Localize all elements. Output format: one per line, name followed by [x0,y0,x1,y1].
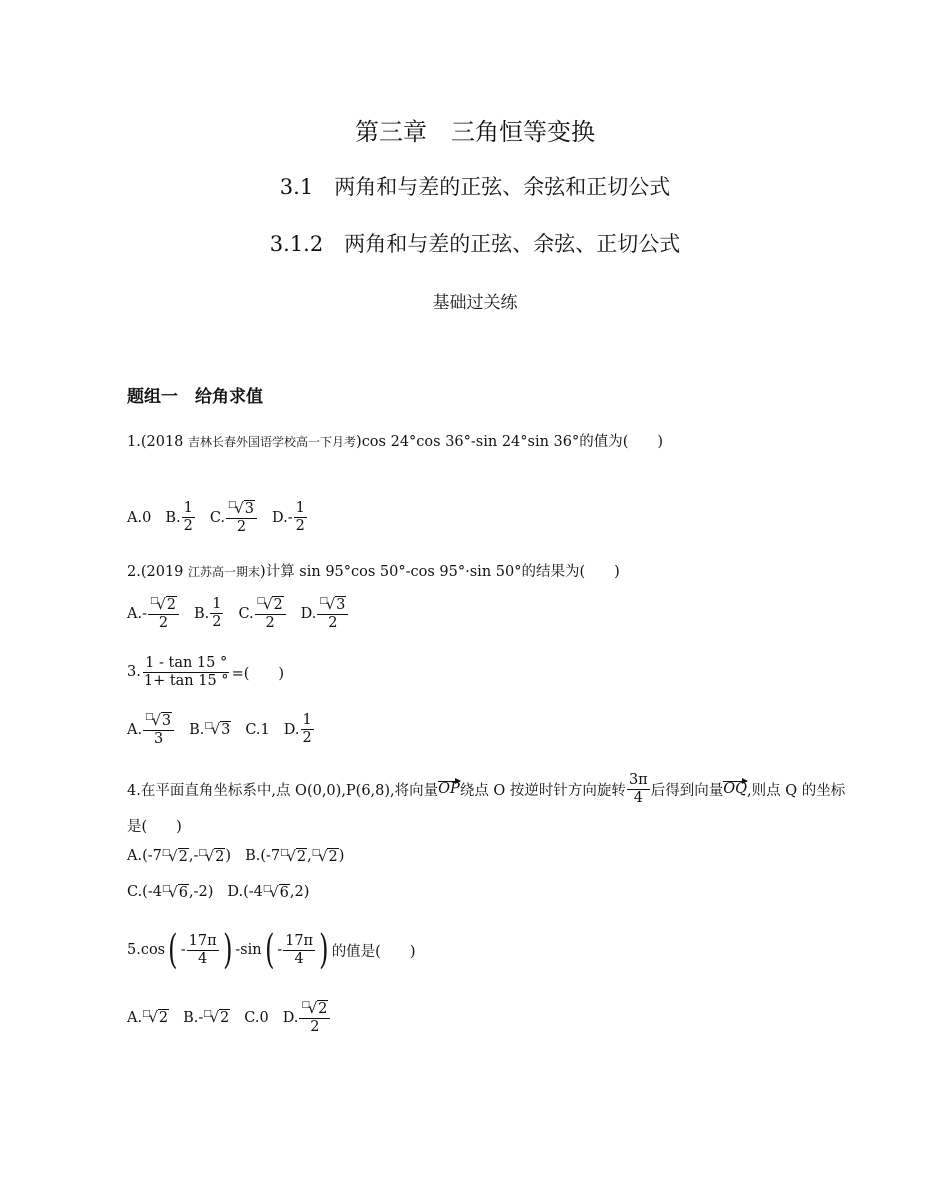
group-title: 题组一 给角求值 [127,387,263,407]
option-c[interactable]: C. $\frac{^□√2}{2}$ [238,596,286,631]
option-c[interactable]: C.0 [244,1009,269,1026]
exercise-label: 基础过关练 [432,293,518,313]
option-a[interactable]: A.- $\frac{^□√2}{2}$ [127,596,180,631]
option-b[interactable]: B. $\frac{1}{2}$ [193,596,222,631]
option-d[interactable]: D. $\frac{^□√3}{2}$ [301,596,350,631]
option-c[interactable]: C. $\frac{^□√3}{2}$ [210,500,258,535]
option-b[interactable]: B.(-7 □√2 , □√2 ) [245,848,345,865]
question-3-stem: 3. $\frac{1 - \tan 15 ^\circ}{1+ \tan 15 ^\circ}$ =( ) [127,655,285,689]
vector-op: OP [438,781,460,798]
question-4-options-ab [127,848,358,865]
question-5-stem: 5.cos ( - $\frac{17\pi}{4}$ ) -sin ( - $\frac{17\pi}{4}$ ) 的值是( ) [127,927,416,973]
option-d[interactable]: D. $\frac{^□√2}{2}$ [283,1000,332,1035]
question-3-options [127,712,329,747]
option-a[interactable]: A.(-7 □√2 ,- □√2 ) [127,848,232,865]
question-4-stem: 4.在平面直角坐标系中,点 O(0,0),P(6,8),将向量 OP 绕点 O 按逆时针方向旋转 $\frac{3\pi}{4}$ 后得到向量 OQ ,则点 Q 的坐标 [127,772,846,806]
option-c[interactable]: C.(-4 □√6 ,-2) [127,884,214,901]
chapter-title: 第三章 三角恒等变换 [355,118,595,146]
option-d[interactable]: D.(-4 □√6 ,2) [227,884,310,901]
subsection-title: 3.1.2 两角和与差的正弦、余弦、正切公式 [269,232,681,256]
option-a[interactable]: A. $\frac{^□√3}{3}$ [127,712,175,747]
question-5-options [127,1000,345,1035]
option-b[interactable]: B.- □√2 [183,1009,230,1026]
option-a[interactable]: A. □√2 [127,1009,169,1026]
option-c[interactable]: C.1 [245,721,270,738]
question-1-stem: 1.(2018 吉林长春外国语学校高一下月考)cos 24°cos 36°-sin 24°sin 36°的值为( ) [127,434,664,450]
question-4-stem-line2: 是( ) [127,819,182,835]
question-2-stem: 2.(2019 江苏高一期末)计算 sin 95°cos 50°-cos 95°·sin 50°的结果为( ) [127,564,620,580]
vector-oq: OQ [723,781,747,798]
section-title: 3.1 两角和与差的正弦、余弦和正切公式 [279,175,671,199]
option-d[interactable]: D. $\frac{1}{2}$ [283,712,312,747]
option-b[interactable]: B. □√3 [189,721,231,738]
option-d[interactable]: D.- $\frac{1}{2}$ [272,500,305,535]
question-2-options [127,596,363,631]
question-1-options [127,500,322,535]
option-b[interactable]: B. $\frac{1}{2}$ [165,500,193,535]
question-4-options-cd [127,884,323,901]
option-a[interactable]: A.0 [127,509,152,526]
